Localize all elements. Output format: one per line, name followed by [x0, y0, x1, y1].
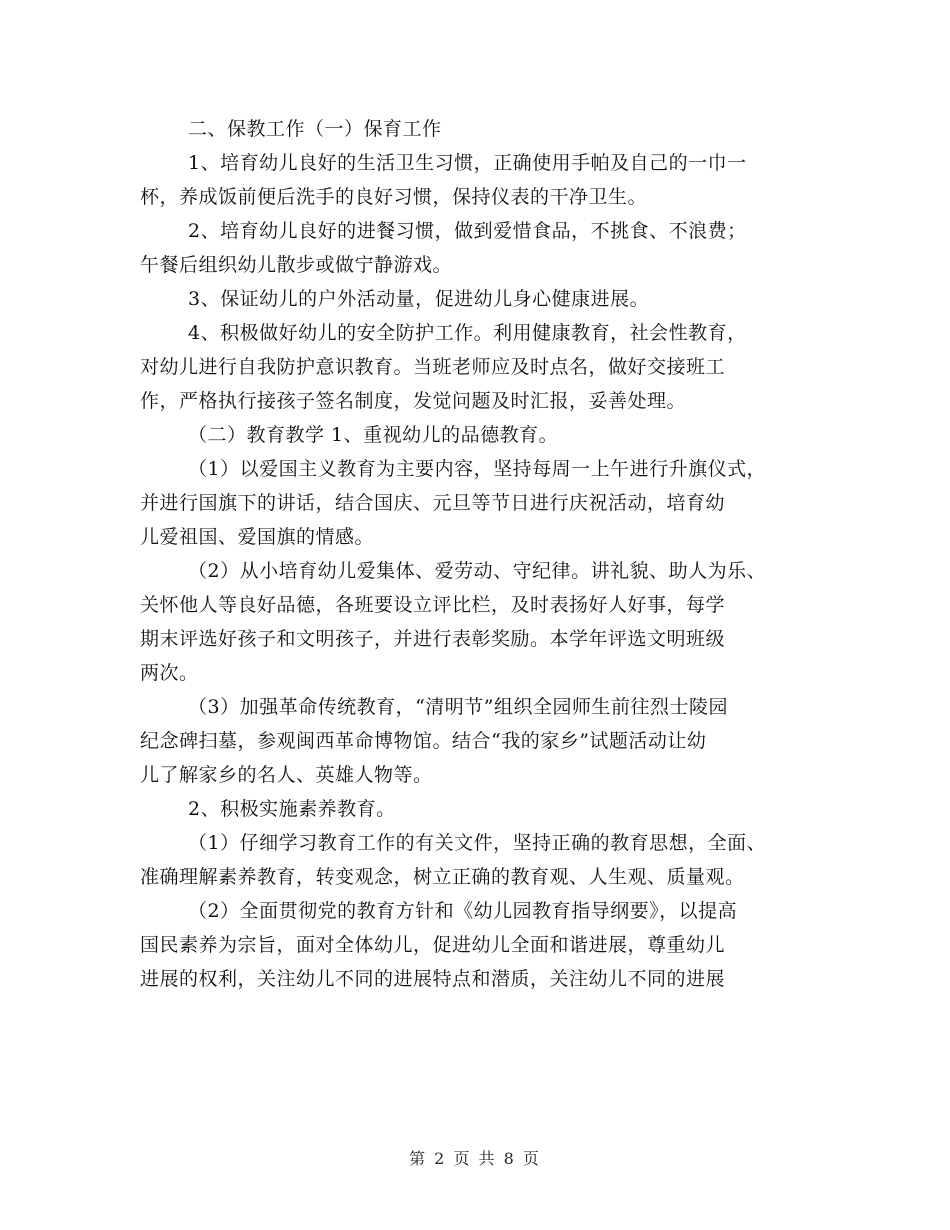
text-line: 儿了解家乡的名人、英雄人物等。	[140, 764, 433, 786]
page-number: 第 2 页 共 8 页	[409, 1149, 541, 1168]
text-line: 准确理解素养教育，转变观念，树立正确的教育观、人生观、质量观。	[140, 866, 745, 888]
text-line: 对幼儿进行自我防护意识教育。当班老师应及时点名，做好交接班工	[140, 356, 726, 378]
text-line: （二）教育教学 1、重视幼儿的品德教育。	[188, 424, 559, 446]
text-line: 纪念碑扫墓，参观闽西革命博物馆。结合“我的家乡”试题活动让幼	[140, 730, 707, 752]
text-line: 2、积极实施素养教育。	[188, 798, 396, 820]
text-line: 4、积极做好幼儿的安全防护工作。利用健康教育，社会性教育，	[188, 322, 747, 344]
text-line: （2）从小培育幼儿爱集体、爱劳动、守纪律。讲礼貌、助人为乐、	[188, 560, 767, 582]
text-line: 期末评选好孩子和文明孩子，并进行表彰奖励。本学年评选文明班级	[140, 628, 726, 650]
text-line: 2、培育幼儿良好的进餐习惯，做到爱惜食品，不挑食、不浪费；	[188, 220, 747, 242]
text-line: （3）加强革命传统教育，“清明节”组织全园师生前往烈士陵园	[188, 696, 729, 718]
text-line: 两次。	[140, 662, 199, 684]
text-line: 作，严格执行接孩子签名制度，发觉问题及时汇报，妥善处理。	[140, 390, 687, 412]
text-line: 进展的权利，关注幼儿不同的进展特点和潜质，关注幼儿不同的进展	[140, 968, 726, 990]
text-line: 并进行国旗下的讲话，结合国庆、元旦等节日进行庆祝活动，培育幼	[140, 492, 726, 514]
text-line: 1、培育幼儿良好的生活卫生习惯，正确使用手帕及自己的一巾一	[188, 152, 747, 174]
text-line: 二、保教工作（一）保育工作	[188, 118, 442, 140]
text-line: 3、保证幼儿的户外活动量，促进幼儿身心健康进展。	[188, 288, 650, 310]
text-line: （2）全面贯彻党的教育方针和《幼儿园教育指导纲要》，以提高	[188, 900, 738, 922]
text-line: 午餐后组织幼儿散步或做宁静游戏。	[140, 254, 453, 276]
document-body	[140, 112, 812, 996]
text-line: 儿爱祖国、爱国旗的情感。	[140, 526, 375, 548]
text-line: （1）仔细学习教育工作的有关文件，坚持正确的教育思想，全面、	[188, 832, 767, 854]
text-line: 杯，养成饭前便后洗手的良好习惯，保持仪表的干净卫生。	[140, 186, 648, 208]
text-line: 关怀他人等良好品德，各班要设立评比栏，及时表扬好人好事，每学	[140, 594, 726, 616]
text-line: （1）以爱国主义教育为主要内容，坚持每周一上午进行升旗仪式，	[188, 458, 767, 480]
text-line: 国民素养为宗旨，面对全体幼儿，促进幼儿全面和谐进展，尊重幼儿	[140, 934, 726, 956]
